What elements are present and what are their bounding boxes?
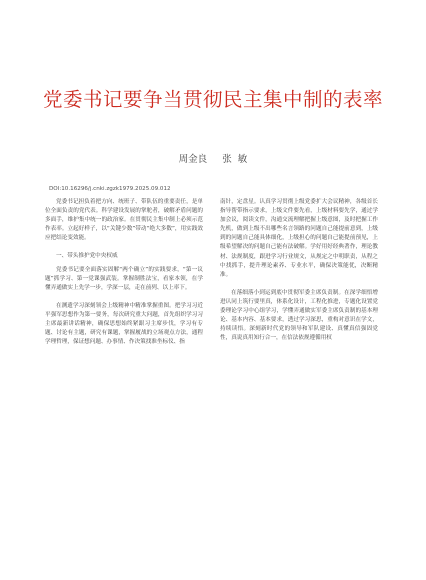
body-paragraph: 党委书记要全面落实固解“两个确立”的实践要求，“第一议题”抓学习、第一党课强武装。掌握制胜法宝，看家本领，在学懂弄通做实上先学一步，学深一层，走在前列、以上率下。 (45, 266, 203, 291)
doi-line: DOI:10.16296/j.cnki.zgzk1979.2025.09.012 (49, 186, 171, 192)
article-authors: 周金良 张 敏 (178, 154, 248, 165)
intro-paragraph: 党委书记担负着把方向、统班子、带队伍的重要责任，是单位全面负责的党代表。科学建设发展的掌舵者，破解矛盾问题的多面手，维护集中统一的政治家。在贯彻民主集中制上必须示范作表率。立起好样子，以“关键少数”带动“绝大多数”，用实践效应把结论变效能。 (45, 199, 203, 242)
left-column (45, 198, 203, 347)
right-column (220, 198, 378, 343)
body-paragraph: 南针，定盘星。认真学习贯彻上级党委扩大会议精神，各级首长指导帮带指示要求，上级文件要先看，上级材料要先学，通过学加会议，阅读文件，沟通交流理解把握上级意图，及时把握工作先机，做到上级不出哪些名言领路的问题自己能提前意到，上级到的问题自己能具体细化，上级担心的问题自己能提前预见，上级希望解决的问题自己能有法破解。学好用好经典著作，理论教材、法规制度，跟进学习行业规文，从规定之中明职责，从程之中找抓手，提升理论素养、专业水平，确保决策能优，决断精准。 (220, 199, 378, 278)
body-paragraph: 在测遗学习深刻领会上级精神中精准掌握重图。把学习习近平强军思想作为第一要务，每次研究重大问题，首先组织学习习主席最新讲话精神，确保思想始终紧跟习主席步伐，学习有专题、讨论有主题，研究有课题，掌握履战的立场观点方法，通程学理哲理，保证想问题、办事情、作决策找准坐标仪、指 (45, 302, 203, 346)
section-heading: 一、带头推护党中央权威 (56, 253, 118, 260)
body-paragraph: 在落细落小到运到底中贯彻军委主席负责制。在深学细悟增进认同上筑行要里真，体系化设计，工程化推进，专题化设置党委理论学习中心组学习，学懂弄通做实军委主席负责制的基本理论、基本内容、基本要求，透过学习深思，重构对意识在学文，持续读悟。深刻新时代党的领导和军队建设、真懂真信强固党性，真说真用知行合一，在信法依规遵循用权 (220, 289, 378, 342)
article-title: 党委书记要争当贯彻民主集中制的表率 (42, 88, 383, 111)
